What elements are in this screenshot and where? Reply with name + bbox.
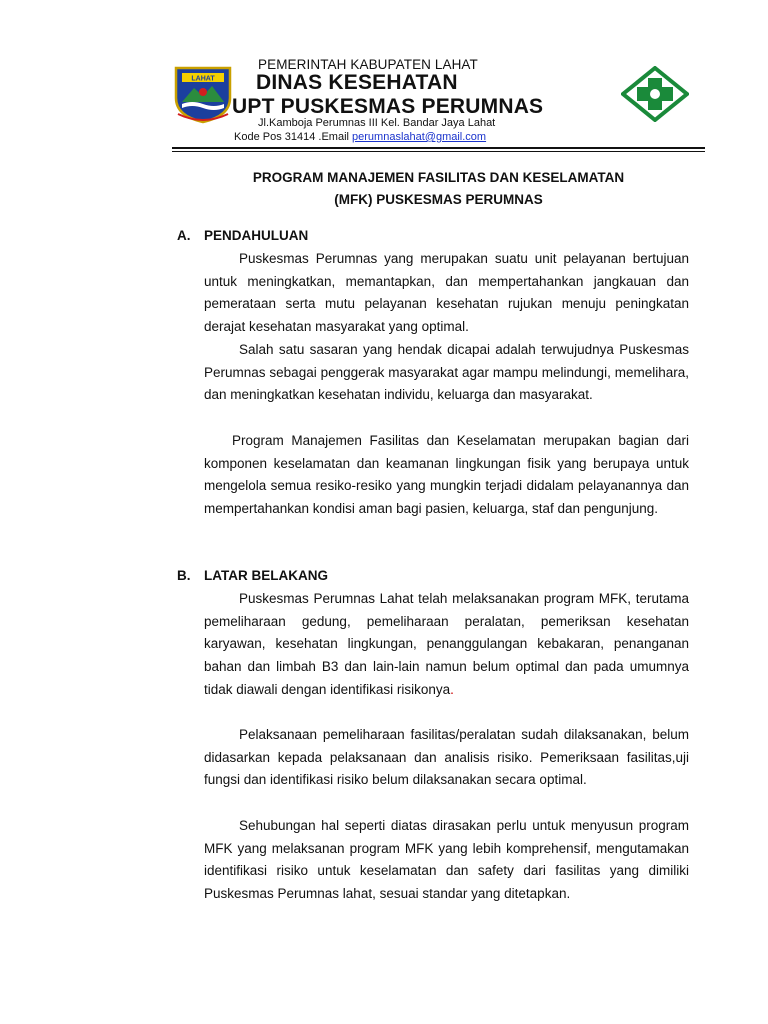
crest-label: LAHAT <box>191 75 215 83</box>
letterhead-rule-thick <box>172 147 705 149</box>
postal-email-line <box>234 131 486 143</box>
section-number: B. <box>177 568 191 583</box>
address-line: Jl.Kamboja Perumnas III Kel. Bandar Jaya Lahat <box>258 117 496 129</box>
document-title-line-1: PROGRAM MANAJEMEN FASILITAS DAN KESELAMATAN <box>252 170 625 185</box>
kabupaten-lahat-crest-icon <box>172 64 234 124</box>
letterhead-rule-thin <box>172 151 705 152</box>
section-b-heading <box>177 568 328 583</box>
email-link[interactable]: perumnaslahat@gmail.com <box>352 131 487 143</box>
document-title-line-2: (MFK) PUSKESMAS PERUMNAS <box>334 192 543 207</box>
section-a-paragraph-1: Puskesmas Perumnas yang merupakan suatu unit pelayanan bertujuan untuk meningkatkan, memantapkan, dan mempertahankan jangkauan dan pemerataan serta mutu pelayanan kesehatan rujukan menuju peningkatan derajat kesehatan masyarakat yang optimal. <box>204 251 689 335</box>
trailing-mark: . <box>450 681 454 697</box>
section-title: PENDAHULUAN <box>204 228 309 243</box>
section-a-heading <box>177 228 308 243</box>
section-b-paragraph-2: Pelaksanaan pemeliharaan fasilitas/peralatan sudah dilaksanakan, belum didasarkan kepada pelaksanaan dan analisis risiko. Pemeriksaan fasilitas,uji fungsi dan identifikasi risiko belum dilaksanakan secara optimal. <box>204 727 689 788</box>
section-b-paragraph-3: Sehubungan hal seperti diatas dirasakan perlu untuk menyusun program MFK yang melaksanan program MFK yang lebih komprehensif, mengutamakan identifikasi risiko untuk keselamatan dan safety dari fasilitas yang dimiliki Puskesmas Perumnas lahat, sesuai standar yang ditetapkan. <box>204 818 689 902</box>
section-title: LATAR BELAKANG <box>204 568 328 583</box>
agency-name: DINAS KESEHATAN <box>256 71 458 94</box>
unit-name: UPT PUSKESMAS PERUMNAS <box>232 95 544 118</box>
postal-prefix: Kode Pos 31414 .Email <box>234 131 353 143</box>
government-name: PEMERINTAH KABUPATEN LAHAT <box>258 57 478 72</box>
section-a-paragraph-2: Salah satu sasaran yang hendak dicapai adalah terwujudnya Puskesmas Perumnas sebagai penggerak masyarakat agar mampu melindungi, memelihara, dan meningkatkan kesehatan individu, keluarga dan masyarakat. <box>204 342 689 403</box>
paragraph-text: Puskesmas Perumnas Lahat telah melaksanakan program MFK, terutama pemeliharaan gedung, pemeliharaan peralatan, pemeriksan kesehatan karyawan, kesehatan lingkungan, penanggulangan kebakaran, penanganan bahan dan limbah B3 dan lain-lain namun belum optimal dan pada umumnya tidak diawali dengan identifikasi risikonya <box>204 591 689 697</box>
puskesmas-cross-logo-icon <box>621 66 689 122</box>
section-a-paragraph-3: Program Manajemen Fasilitas dan Keselamatan merupakan bagian dari komponen keselamatan dan keamanan lingkungan fisik yang berupaya untuk mengelola semua resiko-resiko yang mungkin terjadi didalam pelayanannya dan mempertahankan kondisi aman bagi pasien, keluarga, staf dan pengunjung. <box>204 433 689 517</box>
section-number: A. <box>177 228 191 243</box>
letterhead <box>0 0 768 150</box>
section-b-paragraph-1 <box>204 588 689 702</box>
